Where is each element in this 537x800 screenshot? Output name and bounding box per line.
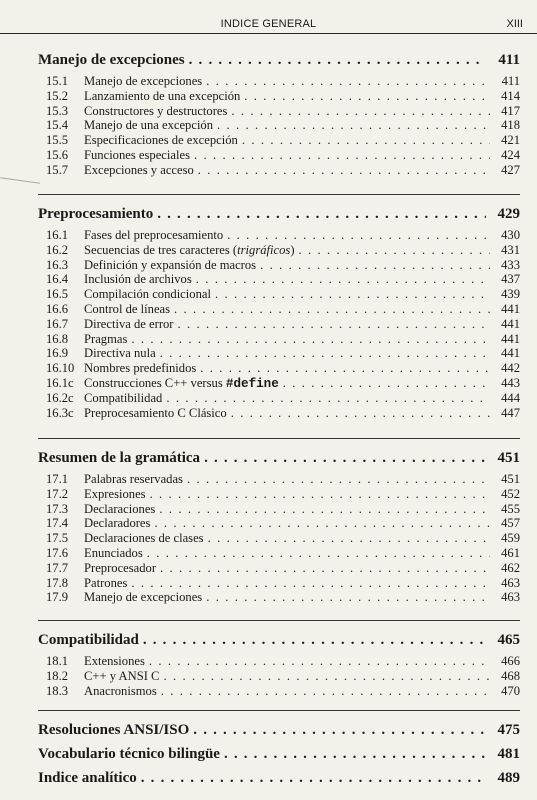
section-page: 439: [501, 287, 520, 302]
leader-dots: [160, 346, 490, 361]
section-number: 16.2c: [46, 390, 74, 405]
chapter-title: Resoluciones ANSI/ISO: [38, 722, 190, 738]
leader-dots: [206, 590, 490, 605]
chapter-title: Compatibilidad: [38, 632, 139, 648]
leader-dots: [194, 148, 490, 163]
section-number: 16.3: [46, 257, 69, 272]
toc-entry[interactable]: [46, 163, 520, 178]
section-title: C++ y ANSI C: [84, 668, 160, 683]
section-title: Expresiones: [84, 486, 146, 501]
section-title-italic: trigráficos: [237, 242, 291, 257]
section-page: 463: [501, 590, 520, 605]
section-title: Control de líneas: [84, 302, 171, 316]
section-page: 443: [501, 376, 520, 390]
section-title: Directiva nula: [84, 346, 156, 361]
section-number: 16.10: [46, 361, 75, 376]
section-page: 452: [501, 486, 520, 501]
toc-entry[interactable]: [46, 104, 520, 119]
section-page: 424: [501, 148, 520, 162]
chapter-title: Manejo de excepciones: [38, 52, 185, 68]
section-page: 427: [501, 162, 520, 177]
toc-entry[interactable]: [46, 302, 520, 317]
leader-dots: [231, 104, 490, 119]
section-number: 16.7: [46, 316, 69, 331]
section-number: 15.4: [46, 118, 69, 133]
toc-entry[interactable]: [46, 133, 520, 148]
leader-dots: [166, 391, 490, 406]
section-title: Secuencias de tres caracteres (trigráficos): [84, 242, 295, 257]
section-number: 17.3: [46, 501, 69, 516]
section-page: 466: [501, 654, 520, 668]
leader-dots: [178, 317, 490, 332]
section-title: Manejo de excepciones: [84, 74, 203, 88]
toc-entry[interactable]: [46, 376, 520, 391]
section-number: 17.7: [46, 560, 69, 575]
section-divider: [38, 438, 520, 439]
section-title: Enunciados: [84, 546, 143, 560]
chapter-heading[interactable]: [38, 722, 520, 739]
toc-entry[interactable]: [46, 361, 520, 376]
leader-dots: [189, 52, 486, 69]
leader-dots: [206, 74, 490, 89]
leader-dots: [147, 546, 490, 561]
toc-entry[interactable]: [46, 148, 520, 163]
section-page: 441: [501, 331, 520, 346]
section-number: 17.2: [46, 486, 69, 501]
section-divider: [38, 194, 520, 195]
section-title: Funciones especiales: [84, 148, 190, 162]
section-title: Extensiones: [84, 654, 145, 668]
chapter-title: Vocabulario técnico bilingüe: [38, 746, 220, 762]
section-title: Manejo de una excepción: [84, 118, 214, 133]
section-page: 437: [501, 272, 520, 287]
leader-dots: [208, 531, 490, 546]
section-page: 411: [501, 74, 520, 88]
section-page: 444: [501, 390, 520, 405]
chapter-heading[interactable]: [38, 632, 520, 649]
leader-dots: [215, 287, 490, 302]
section-number: 16.6: [46, 302, 69, 316]
chapter-page: 489: [497, 770, 520, 786]
section-page: 457: [501, 516, 520, 531]
leader-dots: [260, 258, 490, 273]
leader-dots: [163, 669, 490, 684]
chapter-heading[interactable]: [38, 450, 520, 467]
toc-entry[interactable]: [46, 516, 520, 531]
section-title: Patrones: [84, 575, 128, 590]
toc-entry[interactable]: [46, 89, 520, 104]
leader-dots: [174, 302, 490, 317]
section-title: Fases del preprocesamiento: [84, 228, 224, 242]
leader-dots: [299, 243, 490, 258]
leader-dots: [224, 746, 486, 763]
chapter-page: 451: [497, 450, 520, 466]
leader-dots: [217, 118, 490, 133]
toc-entry[interactable]: [46, 406, 520, 421]
section-page: 447: [501, 405, 520, 420]
section-number: 16.2: [46, 242, 69, 257]
section-page: 461: [501, 546, 520, 560]
section-page: 441: [501, 316, 520, 331]
section-page: 441: [501, 346, 520, 361]
section-title: Constructores y destructores: [84, 103, 228, 118]
section-number: 15.1: [46, 74, 69, 88]
toc-entry[interactable]: [46, 391, 520, 406]
section-page: 462: [501, 560, 520, 575]
section-title: Declaraciones de clases: [84, 531, 204, 546]
section-page: 442: [501, 361, 520, 376]
leader-dots: [283, 376, 490, 391]
leader-dots: [131, 332, 490, 347]
section-page: 468: [501, 668, 520, 683]
section-title: Preprocesador: [84, 560, 157, 575]
leader-dots: [200, 361, 490, 376]
section-title: Especificaciones de excepción: [84, 133, 238, 148]
toc-entry[interactable]: [46, 654, 520, 669]
section-page: 421: [501, 133, 520, 148]
section-number: 17.8: [46, 575, 69, 590]
chapter-heading[interactable]: [38, 746, 520, 763]
leader-dots: [154, 516, 490, 531]
page-header: [0, 0, 537, 34]
section-title: Excepciones y acceso: [84, 162, 194, 177]
toc-entry[interactable]: [46, 272, 520, 287]
leader-dots: [231, 406, 490, 421]
toc-entry[interactable]: [46, 472, 520, 487]
leader-dots: [141, 770, 486, 787]
toc-entry[interactable]: [46, 684, 520, 699]
chapter-page: 475: [497, 722, 520, 738]
leader-dots: [150, 487, 490, 502]
toc-entry[interactable]: [46, 74, 520, 89]
leader-dots: [244, 89, 490, 104]
chapter-page: 411: [498, 52, 520, 68]
section-page: 414: [501, 88, 520, 103]
section-number: 15.2: [46, 88, 69, 103]
section-title: Palabras reservadas: [84, 472, 183, 486]
section-number: 17.1: [46, 472, 69, 486]
toc-entry[interactable]: [46, 546, 520, 561]
section-number: 16.5: [46, 287, 69, 302]
section-number: 16.4: [46, 272, 69, 287]
section-title: Anacronismos: [84, 683, 157, 698]
toc-entry[interactable]: [46, 487, 520, 502]
toc-entry[interactable]: [46, 531, 520, 546]
section-number: 15.5: [46, 133, 69, 148]
section-number: 16.9: [46, 346, 69, 361]
section-title: Declaraciones: [84, 501, 156, 516]
leader-dots: [131, 576, 490, 591]
section-number: 15.7: [46, 162, 69, 177]
leader-dots: [204, 450, 486, 467]
section-number: 17.5: [46, 531, 69, 546]
section-title: Preprocesamiento C Clásico: [84, 405, 227, 420]
toc-entry[interactable]: [46, 228, 520, 243]
leader-dots: [242, 133, 490, 148]
toc-entry[interactable]: [46, 332, 520, 347]
section-title: Definición y expansión de macros: [84, 257, 257, 272]
section-number: 18.1: [46, 654, 69, 668]
toc-entry[interactable]: [46, 576, 520, 591]
section-number: 17.9: [46, 590, 69, 605]
leader-dots: [161, 684, 490, 699]
section-page: 431: [501, 242, 520, 257]
section-number: 16.8: [46, 331, 69, 346]
toc-entry[interactable]: [46, 346, 520, 361]
leader-dots: [187, 472, 490, 487]
section-page: 463: [501, 575, 520, 590]
section-title: Inclusión de archivos: [84, 272, 192, 287]
toc-entry[interactable]: [46, 669, 520, 684]
section-number: 15.6: [46, 148, 69, 162]
leader-dots: [143, 632, 486, 649]
section-title: Compilación condicional: [84, 287, 211, 302]
running-title: INDICE GENERAL: [220, 18, 317, 30]
section-title: Manejo de excepciones: [84, 590, 203, 605]
toc-entry[interactable]: [46, 118, 520, 133]
section-page: 433: [501, 257, 520, 272]
chapter-page: 481: [497, 746, 520, 762]
page-mark: [0, 177, 40, 185]
leader-dots: [193, 722, 486, 739]
section-title: Lanzamiento de una excepción: [84, 88, 241, 103]
section-number: 18.2: [46, 668, 69, 683]
chapter-heading[interactable]: [38, 770, 520, 787]
chapter-title: Preprocesamiento: [38, 206, 154, 222]
section-number: 17.6: [46, 546, 69, 560]
toc-entry[interactable]: [46, 317, 520, 332]
section-page: 430: [501, 228, 520, 242]
header-rule: [0, 33, 537, 34]
toc-entry[interactable]: [46, 590, 520, 605]
section-title: Directiva de error: [84, 316, 174, 331]
leader-dots: [227, 228, 490, 243]
section-number: 17.4: [46, 516, 69, 531]
section-number: 16.1: [46, 228, 69, 242]
section-page: 418: [501, 118, 520, 133]
section-page: 459: [501, 531, 520, 546]
chapter-title: Resumen de la gramática: [38, 450, 201, 466]
section-title: Declaradores: [84, 516, 151, 531]
section-title: Construcciones C++ versus #define: [84, 376, 279, 391]
section-page: 417: [501, 103, 520, 118]
chapter-heading[interactable]: [38, 206, 520, 223]
toc-entry[interactable]: [46, 287, 520, 302]
section-title: Compatibilidad: [84, 390, 163, 405]
section-title: Nombres predefinidos: [84, 361, 197, 376]
section-number: 15.3: [46, 103, 69, 118]
chapter-title: Indice analítico: [38, 770, 137, 786]
section-page: 470: [501, 683, 520, 698]
section-divider: [38, 710, 520, 711]
chapter-page: 429: [497, 206, 520, 222]
toc-entry[interactable]: [46, 243, 520, 258]
section-page: 441: [501, 302, 520, 316]
section-title-code: #define: [225, 377, 279, 391]
section-page: 451: [501, 472, 520, 486]
toc-entry[interactable]: [46, 502, 520, 517]
leader-dots: [160, 561, 490, 576]
section-page: 455: [501, 501, 520, 516]
page-number: XIII: [506, 18, 523, 30]
chapter-page: 465: [497, 632, 520, 648]
chapter-heading[interactable]: [38, 52, 520, 69]
leader-dots: [157, 206, 486, 223]
leader-dots: [149, 654, 490, 669]
section-number: 18.3: [46, 683, 69, 698]
toc-entry[interactable]: [46, 258, 520, 273]
section-number: 16.1c: [46, 376, 74, 390]
leader-dots: [198, 163, 490, 178]
section-title: Pragmas: [84, 331, 128, 346]
section-number: 16.3c: [46, 405, 74, 420]
section-divider: [38, 620, 520, 621]
leader-dots: [196, 272, 490, 287]
toc-entry[interactable]: [46, 561, 520, 576]
leader-dots: [159, 502, 490, 517]
